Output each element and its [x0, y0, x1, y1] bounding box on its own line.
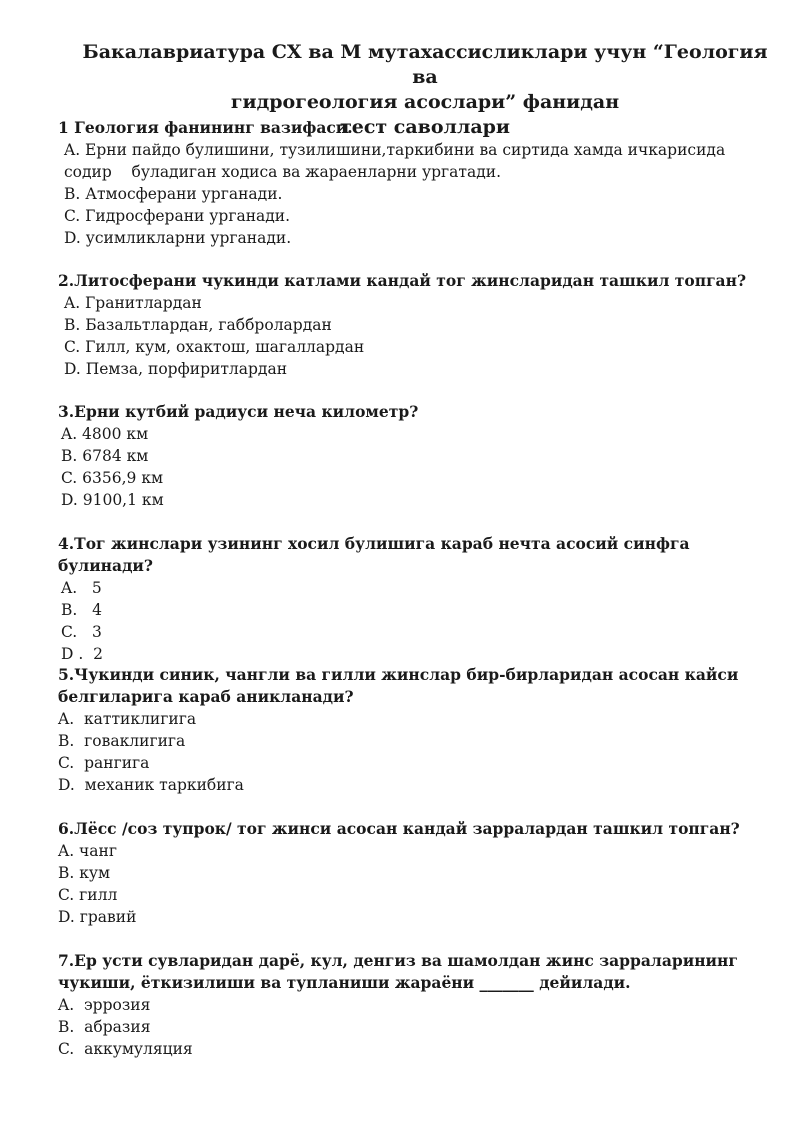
option-a: A. каттиклигига: [58, 710, 197, 728]
question-5: [58, 664, 758, 796]
option-b: B. кум: [58, 864, 111, 882]
option-d: D . 2: [61, 645, 103, 663]
option-c: C. 3: [61, 623, 102, 641]
question-1: [58, 117, 758, 249]
question-text: 3.Ерни кутбий радиуси неча километр?: [58, 402, 419, 421]
option-b: B. абразия: [58, 1018, 151, 1036]
title-line-3: тест саволлари: [339, 116, 511, 138]
title-line-1: Бакалавриатура СХ ва М мутахассисликлари учун “Геология ва: [82, 41, 768, 88]
question-text: 2.Литосферани чукинди катлами кандай тог жинсларидан ташкил топган?: [58, 271, 747, 290]
option-a: A. 4800 км: [61, 425, 149, 443]
question-2: [58, 270, 758, 380]
option-b: B. 4: [61, 601, 102, 619]
question-3: [58, 401, 758, 511]
question-text-line-1: 5.Чукинди синик, чангли ва гилли жинслар бир-бирларидан асосан кайси: [58, 665, 739, 684]
question-text: 1 Геология фанининг вазифаси.: [58, 118, 353, 137]
question-6: [58, 818, 758, 928]
option-c: C. 6356,9 км: [61, 469, 164, 487]
question-text: 4.Тог жинслари узининг хосил булишига караб нечта асосий синфга булинади?: [58, 534, 690, 575]
question-4: [58, 533, 758, 665]
option-c: C. Гидросферани урганади.: [64, 207, 291, 225]
option-b: B. говаклигига: [58, 732, 186, 750]
question-text-line-1: 7.Ер усти сувларидан дарё, кул, денгиз ва шамолдан жинс зарраларининг: [58, 951, 738, 970]
option-c: C. рангига: [58, 754, 150, 772]
question-7: [58, 950, 758, 1060]
option-d: D. гравий: [58, 908, 137, 926]
option-b: B. 6784 км: [61, 447, 149, 465]
option-a: A. чанг: [58, 842, 117, 860]
option-b: B. Базальтлардан, габбролардан: [64, 316, 332, 334]
option-c: C. Гилл, кум, охактош, шагаллардан: [64, 338, 365, 356]
question-text-line-2: чукиши, ёткизилиши ва тупланиши жараёни _______ дейилади.: [58, 973, 631, 992]
question-text: 6.Лёсс /соз тупрок/ тог жинси асосан кандай зарралардан ташкил топган?: [58, 819, 740, 838]
title-line-2: гидрогеология асослари” фанидан: [230, 91, 620, 113]
option-d: D. 9100,1 км: [61, 491, 164, 509]
option-a: A. 5: [61, 579, 102, 597]
option-d: D. Пемза, порфиритлардан: [64, 360, 288, 378]
option-a-continued: содир буладиган ходиса ва жараенларни ургатади.: [64, 163, 502, 181]
option-d: D. усимликларни урганади.: [64, 229, 292, 247]
option-b: B. Атмосферани урганади.: [64, 185, 283, 203]
option-a: A. Гранитлардан: [64, 294, 202, 312]
option-c: C. гилл: [58, 886, 118, 904]
option-a: A. эррозия: [58, 996, 151, 1014]
question-text-line-2: белгиларига караб аникланади?: [58, 687, 354, 706]
option-a: A. Ерни пайдо булишини, тузилишини,таркибини ва сиртида хамда ичкарисида: [64, 141, 726, 159]
option-c: C. аккумуляция: [58, 1040, 193, 1058]
option-d: D. механик таркибига: [58, 776, 244, 794]
